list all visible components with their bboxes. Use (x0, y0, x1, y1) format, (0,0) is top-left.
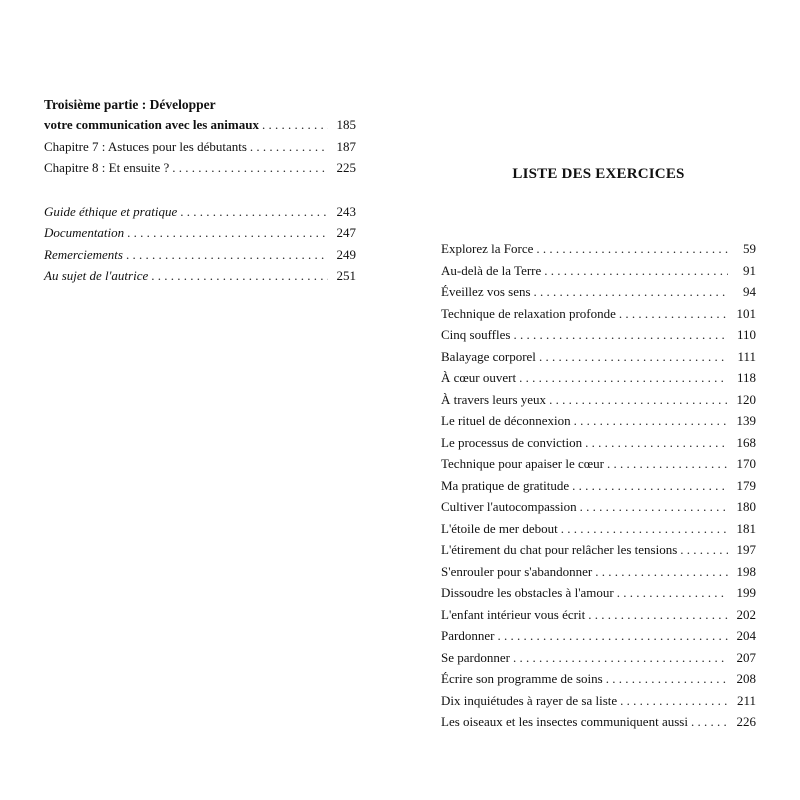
spacer (44, 179, 356, 201)
toc-entry-label: Documentation (44, 225, 125, 240)
page-number: 247 (336, 225, 356, 240)
exercise-label: Les oiseaux et les insectes communiquent aussi (441, 714, 688, 729)
leader-dots (616, 303, 728, 325)
exercise-entry[interactable] (441, 711, 756, 733)
exercise-label: Le processus de conviction (441, 434, 583, 450)
leader-dots (569, 475, 728, 497)
leader-dots (577, 496, 728, 518)
exercise-entry[interactable] (441, 238, 756, 260)
exercise-entry[interactable] (441, 496, 756, 518)
part-heading: Troisième partie : Développer (44, 97, 216, 112)
exercise-label: Le rituel de déconnexion (441, 413, 571, 428)
page-number: 226 (736, 714, 756, 729)
leader-dots (124, 222, 328, 244)
exercise-label: L'enfant intérieur vous écrit (441, 606, 586, 622)
exercise-list-title: LISTE DES EXERCICES (512, 166, 685, 182)
leader-dots (541, 260, 728, 282)
leader-dots (123, 244, 328, 266)
page-number: 101 (736, 305, 756, 321)
exercise-entry[interactable] (441, 303, 756, 325)
leader-dots (582, 432, 728, 454)
leader-dots (558, 518, 728, 540)
part-heading-row[interactable] (44, 114, 356, 136)
exercise-entry[interactable] (441, 410, 756, 432)
page-number: 111 (737, 348, 756, 364)
exercise-entry[interactable] (441, 539, 756, 561)
exercise-entry[interactable] (441, 281, 756, 303)
leader-dots (259, 114, 328, 136)
exercise-entry[interactable] (441, 690, 756, 712)
exercise-label: À cœur ouvert (441, 370, 517, 385)
exercise-list-title-wrap (441, 166, 756, 239)
leader-dots (148, 265, 328, 287)
leader-dots (247, 136, 328, 158)
leader-dots (546, 389, 728, 411)
page-number: 118 (736, 370, 756, 385)
page-number: 120 (736, 391, 756, 407)
toc-entry-documentation[interactable] (44, 222, 356, 244)
leader-dots (617, 690, 728, 712)
exercise-label: Pardonner (441, 628, 495, 643)
left-page-toc (44, 96, 356, 287)
page-number: 170 (736, 456, 756, 471)
exercise-list (441, 238, 756, 733)
page-number: 168 (736, 434, 756, 450)
page-number: 198 (736, 563, 756, 579)
leader-dots (614, 582, 728, 604)
exercise-entry[interactable] (441, 625, 756, 647)
toc-entry-chapter-8[interactable] (44, 157, 356, 179)
leader-dots (688, 711, 728, 733)
leader-dots (592, 561, 728, 583)
leader-dots (510, 647, 728, 669)
part-heading-label: votre communication avec les animaux (44, 117, 259, 132)
page-number: 251 (336, 268, 356, 283)
exercise-label: Explorez la Force (441, 241, 534, 256)
exercise-label: Écrire son programme de soins (441, 671, 603, 686)
exercise-label: Éveillez vos sens (441, 284, 531, 299)
page-number: 199 (736, 585, 756, 600)
leader-dots (177, 201, 328, 223)
leader-dots (494, 625, 728, 647)
exercise-label: Se pardonner (441, 649, 510, 665)
exercise-label: Balayage corporel (441, 348, 536, 364)
page-number: 180 (736, 499, 756, 514)
page-number: 185 (336, 117, 356, 132)
exercise-label: Dissoudre les obstacles à l'amour (441, 585, 614, 600)
exercise-entry[interactable] (441, 453, 756, 475)
leader-dots (604, 453, 728, 475)
leader-dots (536, 346, 728, 368)
exercise-entry[interactable] (441, 518, 756, 540)
page-number: 208 (736, 671, 756, 686)
page-number: 243 (336, 203, 356, 219)
exercise-label: S'enrouler pour s'abandonner (441, 563, 593, 579)
toc-entry-guide-ethique[interactable] (44, 201, 356, 223)
exercise-entry[interactable] (441, 604, 756, 626)
page-number: 59 (743, 241, 756, 256)
exercise-entry[interactable] (441, 582, 756, 604)
exercise-label: Dix inquiétudes à rayer de sa liste (441, 692, 618, 708)
page-number: 211 (736, 692, 756, 708)
page-number: 94 (743, 284, 756, 299)
exercise-entry[interactable] (441, 389, 756, 411)
exercise-entry[interactable] (441, 346, 756, 368)
page-number: 110 (736, 327, 756, 342)
exercise-label: Cinq souffles (441, 327, 511, 342)
page-number: 249 (336, 246, 356, 262)
leader-dots (677, 539, 728, 561)
page-number: 204 (736, 628, 756, 643)
leader-dots (531, 281, 728, 303)
exercise-entry[interactable] (441, 432, 756, 454)
leader-dots (571, 410, 728, 432)
exercise-label: Cultiver l'autocompassion (441, 499, 577, 514)
toc-entry-au-sujet-autrice[interactable] (44, 265, 356, 287)
exercise-label: L'étoile de mer debout (441, 520, 558, 536)
leader-dots (533, 238, 728, 260)
toc-entry-remerciements[interactable] (44, 244, 356, 266)
toc-entry-label: Chapitre 7 : Astuces pour les débutants (44, 138, 247, 154)
toc-entry-label: Chapitre 8 : Et ensuite ? (44, 160, 170, 175)
page-number: 139 (736, 413, 756, 428)
leader-dots (510, 324, 728, 346)
page-number: 207 (736, 649, 756, 665)
page-number: 179 (736, 477, 756, 493)
exercise-entry[interactable] (441, 475, 756, 497)
exercise-entry[interactable] (441, 367, 756, 389)
exercise-entry[interactable] (441, 260, 756, 282)
exercise-entry[interactable] (441, 668, 756, 690)
exercise-label: Ma pratique de gratitude (441, 477, 570, 493)
leader-dots (516, 367, 728, 389)
page-number: 197 (736, 542, 756, 557)
toc-entry-chapter-7[interactable] (44, 136, 356, 158)
page-number: 187 (336, 138, 356, 154)
exercise-entry[interactable] (441, 561, 756, 583)
page-number: 225 (336, 160, 356, 175)
toc-entry-label: Au sujet de l'autrice (44, 268, 149, 283)
exercise-entry[interactable] (441, 324, 756, 346)
leader-dots (603, 668, 728, 690)
leader-dots (169, 157, 328, 179)
page-number: 181 (736, 520, 756, 536)
exercise-label: Technique de relaxation profonde (441, 305, 616, 321)
toc-entry-label: Guide éthique et pratique (44, 203, 178, 219)
page-number: 91 (743, 262, 756, 278)
exercise-label: À travers leurs yeux (441, 391, 547, 407)
page-number: 202 (736, 606, 756, 622)
exercise-label: Au-delà de la Terre (441, 262, 542, 278)
exercise-label: L'étirement du chat pour relâcher les tensions (441, 542, 678, 557)
leader-dots (585, 604, 728, 626)
exercise-label: Technique pour apaiser le cœur (441, 456, 604, 471)
toc-entry-label: Remerciements (44, 246, 123, 262)
exercise-entry[interactable] (441, 647, 756, 669)
